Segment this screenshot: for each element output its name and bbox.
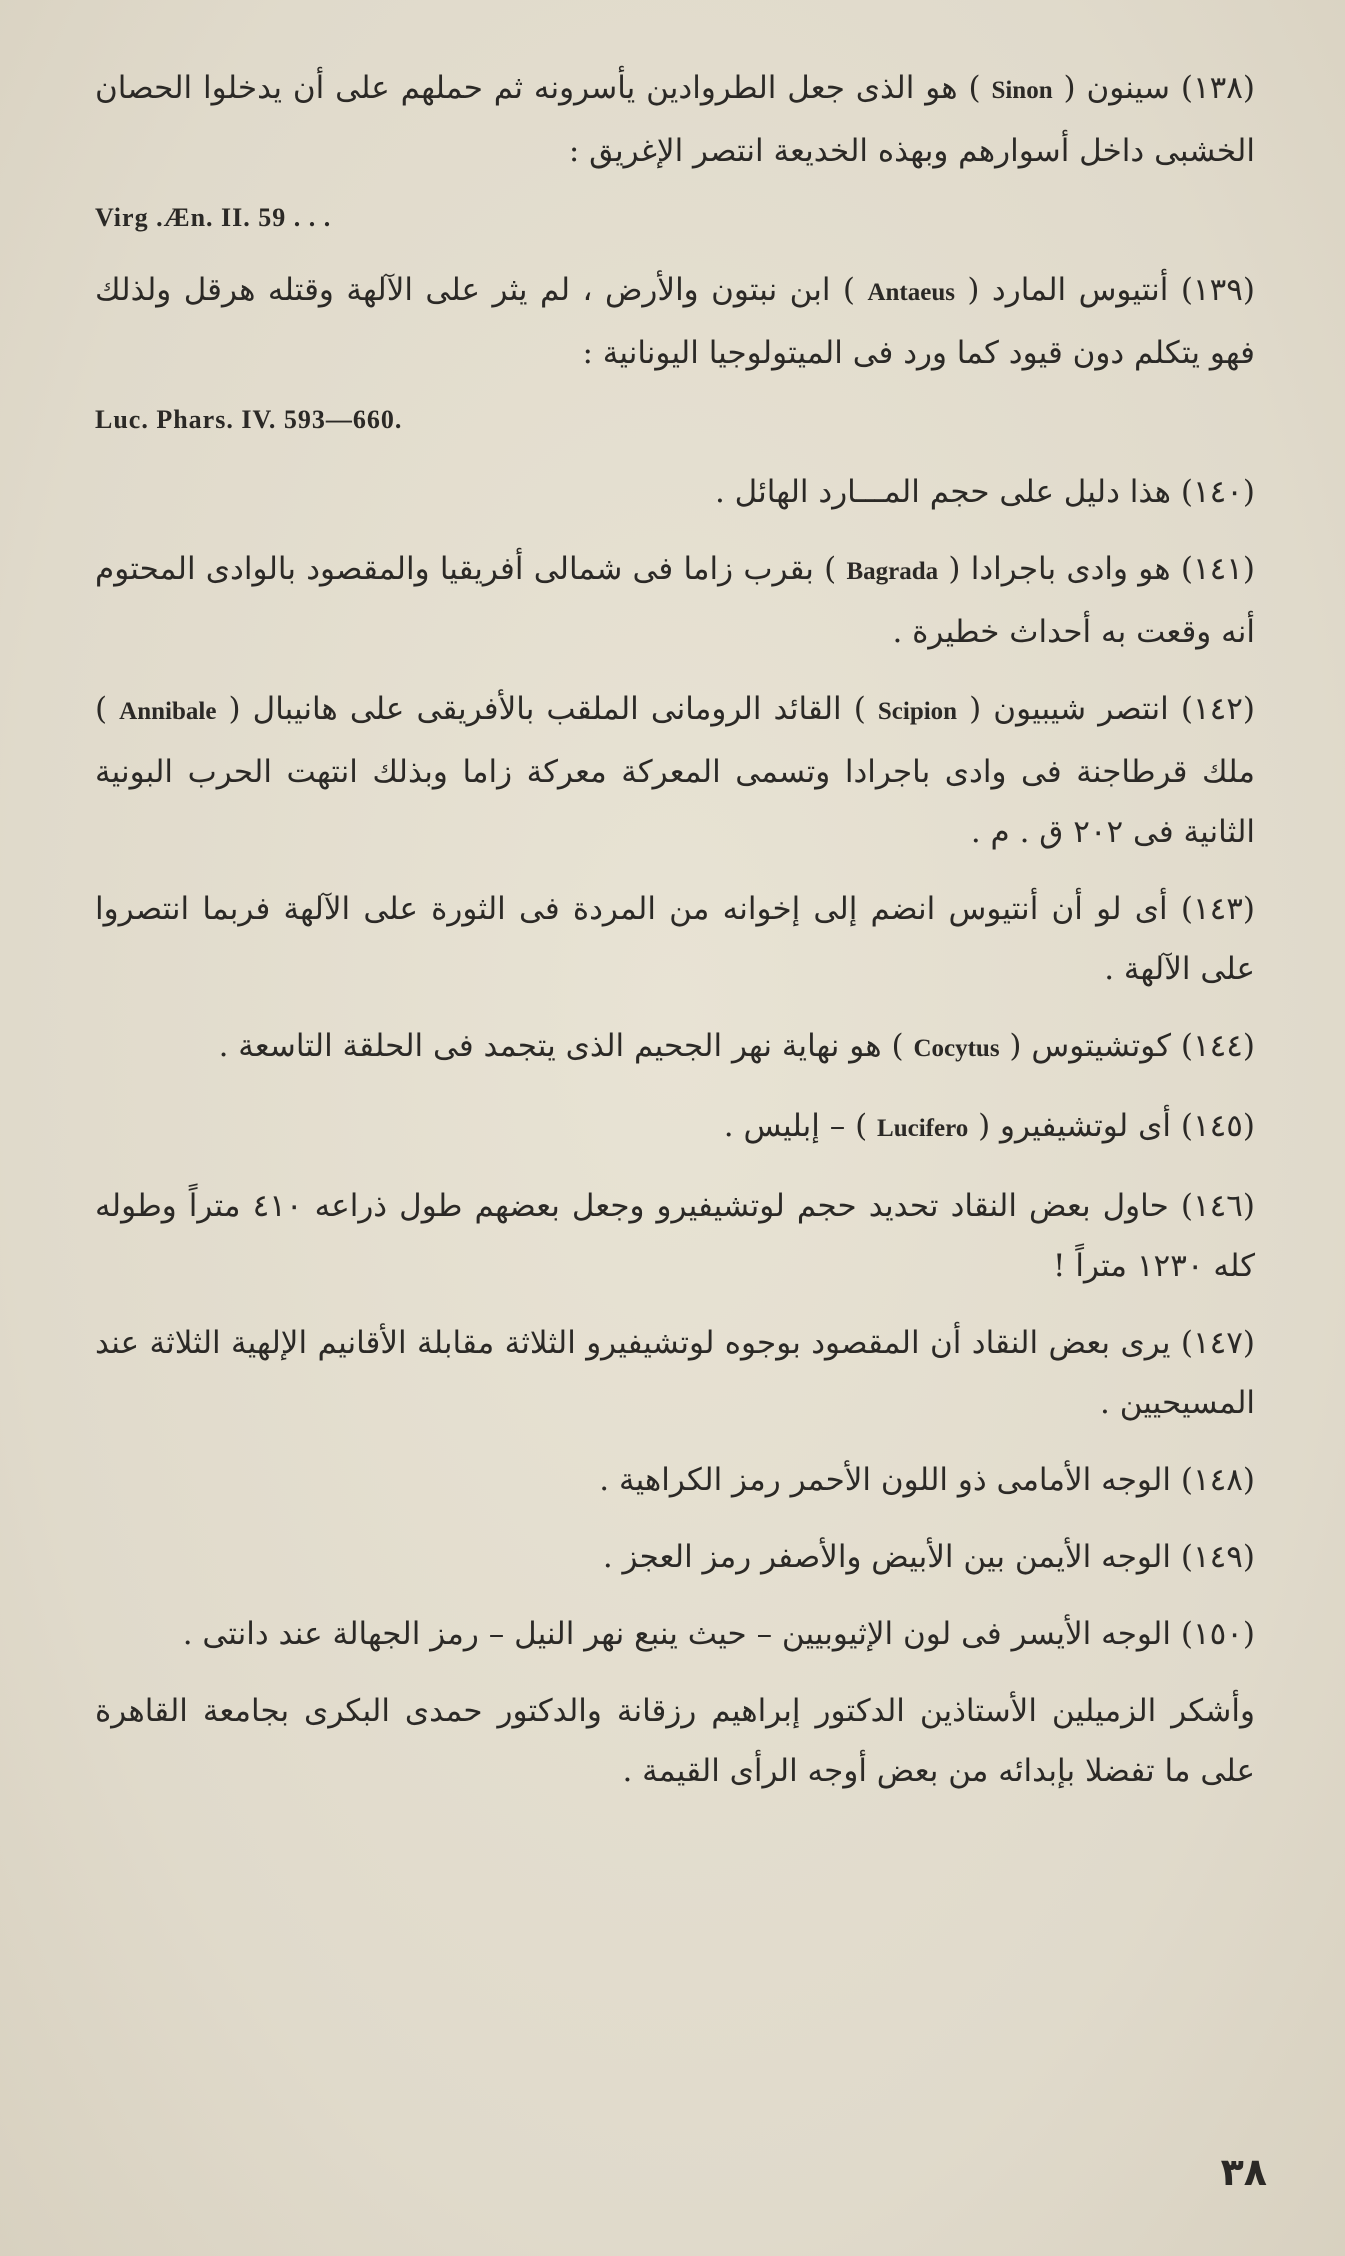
note-138-text: (١٣٨) سينون ( — [1052, 70, 1255, 106]
note-144-latin: Cocytus — [913, 1035, 1000, 1062]
note-143: (١٤٣) أى لو أن أنتيوس انضم إلى إخوانه من المردة فى الثورة على الآلهة فربما انتصروا على الآلهة . — [95, 891, 1255, 987]
note-142 — [95, 679, 1255, 862]
note-141-latin: Bagrada — [846, 558, 939, 585]
note-138-latin: Sinon — [991, 77, 1053, 104]
reference-lucan: Luc. Phars. IV. 593—660. — [95, 405, 403, 434]
note-148: (١٤٨) الوجه الأمامى ذو اللون الأحمر رمز الكراهية . — [599, 1462, 1255, 1498]
note-139-rest: ) ابن نبتون والأرض ، لم يثر على الآلهة وقتله هرقل ولذلك فهو يتكلم دون قيود كما ورد فى الميتولوجيا اليونانية : — [95, 272, 1255, 371]
note-138 — [95, 58, 1255, 181]
note-138-rest: ) هو الذى جعل الطروادين يأسرونه ثم حملهم على أن يدخلوا الحصان الخشبى داخل أسوارهم وبهذه الخديعة انتصر الإغريق : — [95, 70, 1255, 169]
page-number: ٣٨ — [1220, 2150, 1267, 2194]
note-145 — [95, 1096, 1255, 1159]
note-144 — [95, 1016, 1255, 1079]
note-146: (١٤٦) حاول بعض النقاد تحديد حجم لوتشيفيرو وجعل بعضهم طول ذراعه ٤١٠ متراً وطوله كله ١٢٣٠ متراً ! — [95, 1188, 1255, 1284]
note-142-rest: ) ملك قرطاجنة فى وادى باجرادا وتسمى المعركة معركة زاما وبذلك انتهت الحرب البونية الثانية فى ٢٠٢ ق . م . — [95, 691, 1255, 850]
note-149: (١٤٩) الوجه الأيمن بين الأبيض والأصفر رمز العجز . — [602, 1539, 1255, 1575]
note-142-latin-2: Annibale — [119, 698, 217, 725]
note-139-latin: Antaeus — [867, 279, 955, 306]
note-145-latin: Lucifero — [877, 1115, 969, 1142]
footnotes — [95, 58, 1255, 1818]
note-140: (١٤٠) هذا دليل على حجم المـــارد الهائل . — [714, 474, 1255, 510]
note-142-latin: Scipion — [877, 698, 958, 725]
note-141-rest: ) بقرب زاما فى شمالى أفريقيا والمقصود بالوادى المحتوم أنه وقعت به أحداث خطيرة . — [95, 551, 1255, 650]
acknowledgement: وأشكر الزميلين الأستاذين الدكتور إبراهيم رزقانة والدكتور حمدى البكرى بجامعة القاهرة على ما تفضلا بإبدائه من بعض أوجه الرأى القيمة . — [95, 1693, 1255, 1789]
note-139 — [95, 260, 1255, 383]
note-150: (١٥٠) الوجه الأيسر فى لون الإثيوبيين – حيث ينبع نهر النيل – رمز الجهالة عند دانتى . — [182, 1616, 1255, 1652]
note-142-text: (١٤٢) انتصر شيبيون ( — [957, 691, 1256, 727]
note-142-middle: ) القائد الرومانى الملقب بالأفريقى على هانيبال ( — [216, 691, 878, 727]
note-145-rest: ) – إبليس . — [723, 1108, 878, 1144]
note-147: (١٤٧) يرى بعض النقاد أن المقصود بوجوه لوتشيفيرو الثلاثة مقابلة الأقانيم الإلهية الثلاثة عند المسيحيين . — [95, 1325, 1255, 1421]
note-141 — [95, 539, 1255, 662]
note-139-text: (١٣٩) أنتيوس المارد ( — [954, 272, 1255, 308]
note-144-rest: ) هو نهاية نهر الجحيم الذى يتجمد فى الحلقة التاسعة . — [218, 1028, 914, 1064]
note-141-text: (١٤١) هو وادى باجرادا ( — [938, 551, 1256, 587]
reference-virgil: Virg .Æn. II. 59 . . . — [95, 203, 332, 232]
note-144-text: (١٤٤) كوتشيتوس ( — [999, 1028, 1255, 1064]
note-145-text: (١٤٥) أى لوتشيفيرو ( — [968, 1108, 1255, 1144]
